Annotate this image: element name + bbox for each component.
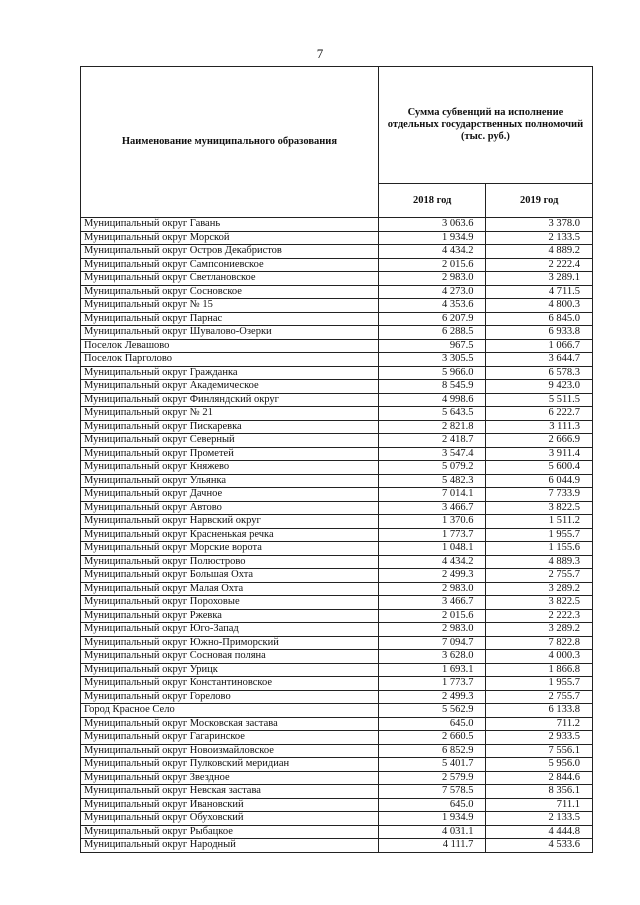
cell-2019: 8 356.1 (486, 785, 593, 799)
table-row (81, 420, 593, 434)
cell-2018: 2 983.0 (378, 582, 486, 596)
cell-municipality: Муниципальный округ Автово (81, 501, 379, 515)
cell-2018: 4 434.2 (378, 555, 486, 569)
cell-2018: 2 983.0 (378, 272, 486, 286)
cell-2019: 6 845.0 (486, 312, 593, 326)
cell-municipality: Поселок Левашово (81, 339, 379, 353)
cell-2019: 9 423.0 (486, 380, 593, 394)
cell-2018: 2 660.5 (378, 731, 486, 745)
cell-2019: 2 755.7 (486, 569, 593, 583)
cell-2018: 645.0 (378, 798, 486, 812)
cell-2018: 3 466.7 (378, 596, 486, 610)
page-number: 7 (316, 46, 324, 61)
table-row (81, 569, 593, 583)
cell-2019: 1 955.7 (486, 528, 593, 542)
cell-municipality: Муниципальный округ Прометей (81, 447, 379, 461)
cell-2019: 7 733.9 (486, 488, 593, 502)
cell-2018: 5 482.3 (378, 474, 486, 488)
cell-2018: 2 499.3 (378, 569, 486, 583)
table-row (81, 542, 593, 556)
cell-municipality: Муниципальный округ Юго-Запад (81, 623, 379, 637)
table-row (81, 461, 593, 475)
table-row (81, 515, 593, 529)
cell-2018: 7 094.7 (378, 636, 486, 650)
cell-municipality: Муниципальный округ Парнас (81, 312, 379, 326)
cell-municipality: Муниципальный округ Константиновское (81, 677, 379, 691)
cell-municipality: Муниципальный округ Светлановское (81, 272, 379, 286)
table-row (81, 636, 593, 650)
cell-municipality: Муниципальный округ Малая Охта (81, 582, 379, 596)
cell-2018: 6 207.9 (378, 312, 486, 326)
table-row (81, 434, 593, 448)
cell-2018: 2 983.0 (378, 623, 486, 637)
cell-2018: 3 547.4 (378, 447, 486, 461)
cell-2019: 1 955.7 (486, 677, 593, 691)
cell-2019: 1 511.2 (486, 515, 593, 529)
cell-2019: 2 222.4 (486, 258, 593, 272)
table-row (81, 839, 593, 853)
cell-2019: 4 000.3 (486, 650, 593, 664)
table-row (81, 771, 593, 785)
cell-2018: 6 288.5 (378, 326, 486, 340)
cell-2019: 711.1 (486, 798, 593, 812)
cell-municipality: Муниципальный округ Большая Охта (81, 569, 379, 583)
cell-2019: 3 911.4 (486, 447, 593, 461)
table-body (81, 218, 593, 853)
cell-2019: 7 822.8 (486, 636, 593, 650)
cell-2018: 1 693.1 (378, 663, 486, 677)
cell-municipality: Муниципальный округ Дачное (81, 488, 379, 502)
cell-municipality: Муниципальный округ № 15 (81, 299, 379, 313)
table-row (81, 339, 593, 353)
cell-2018: 6 852.9 (378, 744, 486, 758)
cell-2019: 5 600.4 (486, 461, 593, 475)
table-row (81, 623, 593, 637)
cell-2018: 967.5 (378, 339, 486, 353)
cell-municipality: Муниципальный округ Сосновая поляна (81, 650, 379, 664)
cell-municipality: Муниципальный округ Звездное (81, 771, 379, 785)
cell-2019: 6 222.7 (486, 407, 593, 421)
table-row (81, 218, 593, 232)
cell-municipality: Муниципальный округ Ржевка (81, 609, 379, 623)
cell-2018: 2 418.7 (378, 434, 486, 448)
table-row (81, 272, 593, 286)
header-year-2018: 2018 год (378, 184, 486, 218)
cell-municipality: Муниципальный округ Морской (81, 231, 379, 245)
table-row (81, 704, 593, 718)
cell-2019: 4 889.2 (486, 245, 593, 259)
cell-2019: 2 755.7 (486, 690, 593, 704)
cell-2018: 5 401.7 (378, 758, 486, 772)
cell-2019: 2 133.5 (486, 812, 593, 826)
cell-2018: 4 031.1 (378, 825, 486, 839)
cell-2019: 3 822.5 (486, 596, 593, 610)
cell-2019: 3 644.7 (486, 353, 593, 367)
cell-2019: 3 289.2 (486, 623, 593, 637)
cell-municipality: Муниципальный округ Полюстрово (81, 555, 379, 569)
cell-2019: 5 956.0 (486, 758, 593, 772)
subsidy-table (80, 66, 593, 853)
cell-2019: 2 844.6 (486, 771, 593, 785)
cell-2018: 4 353.6 (378, 299, 486, 313)
cell-2018: 8 545.9 (378, 380, 486, 394)
table-row (81, 717, 593, 731)
cell-municipality: Муниципальный округ Финляндский округ (81, 393, 379, 407)
cell-2019: 6 044.9 (486, 474, 593, 488)
cell-municipality: Муниципальный округ № 21 (81, 407, 379, 421)
cell-municipality: Муниципальный округ Горелово (81, 690, 379, 704)
cell-municipality: Муниципальный округ Гавань (81, 218, 379, 232)
cell-2018: 4 111.7 (378, 839, 486, 853)
cell-2019: 3 289.1 (486, 272, 593, 286)
cell-2019: 4 711.5 (486, 285, 593, 299)
table-row (81, 312, 593, 326)
table-row (81, 555, 593, 569)
cell-municipality: Муниципальный округ Морские ворота (81, 542, 379, 556)
cell-municipality: Муниципальный округ Ивановский (81, 798, 379, 812)
cell-2019: 2 133.5 (486, 231, 593, 245)
cell-2018: 3 305.5 (378, 353, 486, 367)
cell-2018: 1 048.1 (378, 542, 486, 556)
cell-2018: 4 998.6 (378, 393, 486, 407)
cell-municipality: Муниципальный округ Новоизмайловское (81, 744, 379, 758)
cell-municipality: Муниципальный округ Красненькая речка (81, 528, 379, 542)
table-row (81, 326, 593, 340)
table-row (81, 353, 593, 367)
cell-2018: 4 273.0 (378, 285, 486, 299)
cell-municipality: Муниципальный округ Пороховые (81, 596, 379, 610)
cell-2019: 3 289.2 (486, 582, 593, 596)
table-row (81, 447, 593, 461)
cell-2018: 2 579.9 (378, 771, 486, 785)
cell-municipality: Муниципальный округ Южно-Приморский (81, 636, 379, 650)
table-row (81, 744, 593, 758)
table-row (81, 380, 593, 394)
cell-municipality: Поселок Парголово (81, 353, 379, 367)
table-row (81, 285, 593, 299)
table-row (81, 663, 593, 677)
table-row (81, 609, 593, 623)
table-row (81, 501, 593, 515)
table-row (81, 785, 593, 799)
cell-municipality: Муниципальный округ Обуховский (81, 812, 379, 826)
table-row (81, 474, 593, 488)
cell-2018: 645.0 (378, 717, 486, 731)
cell-municipality: Муниципальный округ Шувалово-Озерки (81, 326, 379, 340)
table-row (81, 596, 593, 610)
cell-municipality: Муниципальный округ Рыбацкое (81, 825, 379, 839)
table-row (81, 812, 593, 826)
cell-2018: 1 773.7 (378, 677, 486, 691)
cell-2018: 4 434.2 (378, 245, 486, 259)
cell-municipality: Муниципальный округ Сампсониевское (81, 258, 379, 272)
cell-2018: 2 015.6 (378, 258, 486, 272)
table-row (81, 677, 593, 691)
header-subsidy-sum: Сумма субвенций на исполнение отдельных государственных полномочий (тыс. руб.) (378, 67, 592, 184)
cell-municipality: Муниципальный округ Гражданка (81, 366, 379, 380)
header-year-2019: 2019 год (486, 184, 593, 218)
cell-municipality: Муниципальный округ Невская застава (81, 785, 379, 799)
cell-municipality: Муниципальный округ Пулковский меридиан (81, 758, 379, 772)
cell-2018: 7 014.1 (378, 488, 486, 502)
cell-2019: 711.2 (486, 717, 593, 731)
cell-2018: 2 015.6 (378, 609, 486, 623)
header-municipality: Наименование муниципального образования (81, 67, 379, 218)
cell-2019: 4 800.3 (486, 299, 593, 313)
cell-2019: 2 666.9 (486, 434, 593, 448)
table-row (81, 407, 593, 421)
table-row (81, 488, 593, 502)
cell-2019: 1 155.6 (486, 542, 593, 556)
cell-2019: 7 556.1 (486, 744, 593, 758)
table-row (81, 798, 593, 812)
cell-2018: 2 821.8 (378, 420, 486, 434)
table-row (81, 366, 593, 380)
cell-municipality: Муниципальный округ Пискаревка (81, 420, 379, 434)
cell-2018: 5 643.5 (378, 407, 486, 421)
cell-2019: 4 889.3 (486, 555, 593, 569)
cell-2018: 1 934.9 (378, 231, 486, 245)
table-row (81, 258, 593, 272)
cell-2018: 1 370.6 (378, 515, 486, 529)
cell-municipality: Муниципальный округ Княжево (81, 461, 379, 475)
cell-municipality: Муниципальный округ Гагаринское (81, 731, 379, 745)
cell-2019: 3 378.0 (486, 218, 593, 232)
cell-municipality: Муниципальный округ Московская застава (81, 717, 379, 731)
cell-2019: 6 933.8 (486, 326, 593, 340)
cell-municipality: Муниципальный округ Остров Декабристов (81, 245, 379, 259)
cell-municipality: Муниципальный округ Ульянка (81, 474, 379, 488)
cell-municipality: Муниципальный округ Урицк (81, 663, 379, 677)
table-row (81, 393, 593, 407)
cell-2019: 6 133.8 (486, 704, 593, 718)
table-row (81, 528, 593, 542)
cell-2019: 2 933.5 (486, 731, 593, 745)
table-row (81, 731, 593, 745)
cell-municipality: Город Красное Село (81, 704, 379, 718)
table-row (81, 245, 593, 259)
table-row (81, 299, 593, 313)
cell-2018: 7 578.5 (378, 785, 486, 799)
table-row (81, 690, 593, 704)
cell-municipality: Муниципальный округ Народный (81, 839, 379, 853)
cell-2018: 5 079.2 (378, 461, 486, 475)
cell-2019: 3 111.3 (486, 420, 593, 434)
cell-municipality: Муниципальный округ Нарвский округ (81, 515, 379, 529)
cell-2019: 2 222.3 (486, 609, 593, 623)
cell-2019: 4 444.8 (486, 825, 593, 839)
cell-2019: 1 066.7 (486, 339, 593, 353)
table-row (81, 231, 593, 245)
cell-municipality: Муниципальный округ Сосновское (81, 285, 379, 299)
cell-2018: 3 063.6 (378, 218, 486, 232)
table-row (81, 650, 593, 664)
cell-2019: 1 866.8 (486, 663, 593, 677)
cell-2018: 5 562.9 (378, 704, 486, 718)
cell-2019: 3 822.5 (486, 501, 593, 515)
table-row (81, 758, 593, 772)
cell-2018: 5 966.0 (378, 366, 486, 380)
cell-2018: 3 628.0 (378, 650, 486, 664)
cell-municipality: Муниципальный округ Северный (81, 434, 379, 448)
cell-2019: 4 533.6 (486, 839, 593, 853)
cell-2018: 2 499.3 (378, 690, 486, 704)
cell-2018: 3 466.7 (378, 501, 486, 515)
table-row (81, 582, 593, 596)
cell-municipality: Муниципальный округ Академическое (81, 380, 379, 394)
cell-2019: 6 578.3 (486, 366, 593, 380)
cell-2018: 1 773.7 (378, 528, 486, 542)
cell-2019: 5 511.5 (486, 393, 593, 407)
table-row (81, 825, 593, 839)
cell-2018: 1 934.9 (378, 812, 486, 826)
